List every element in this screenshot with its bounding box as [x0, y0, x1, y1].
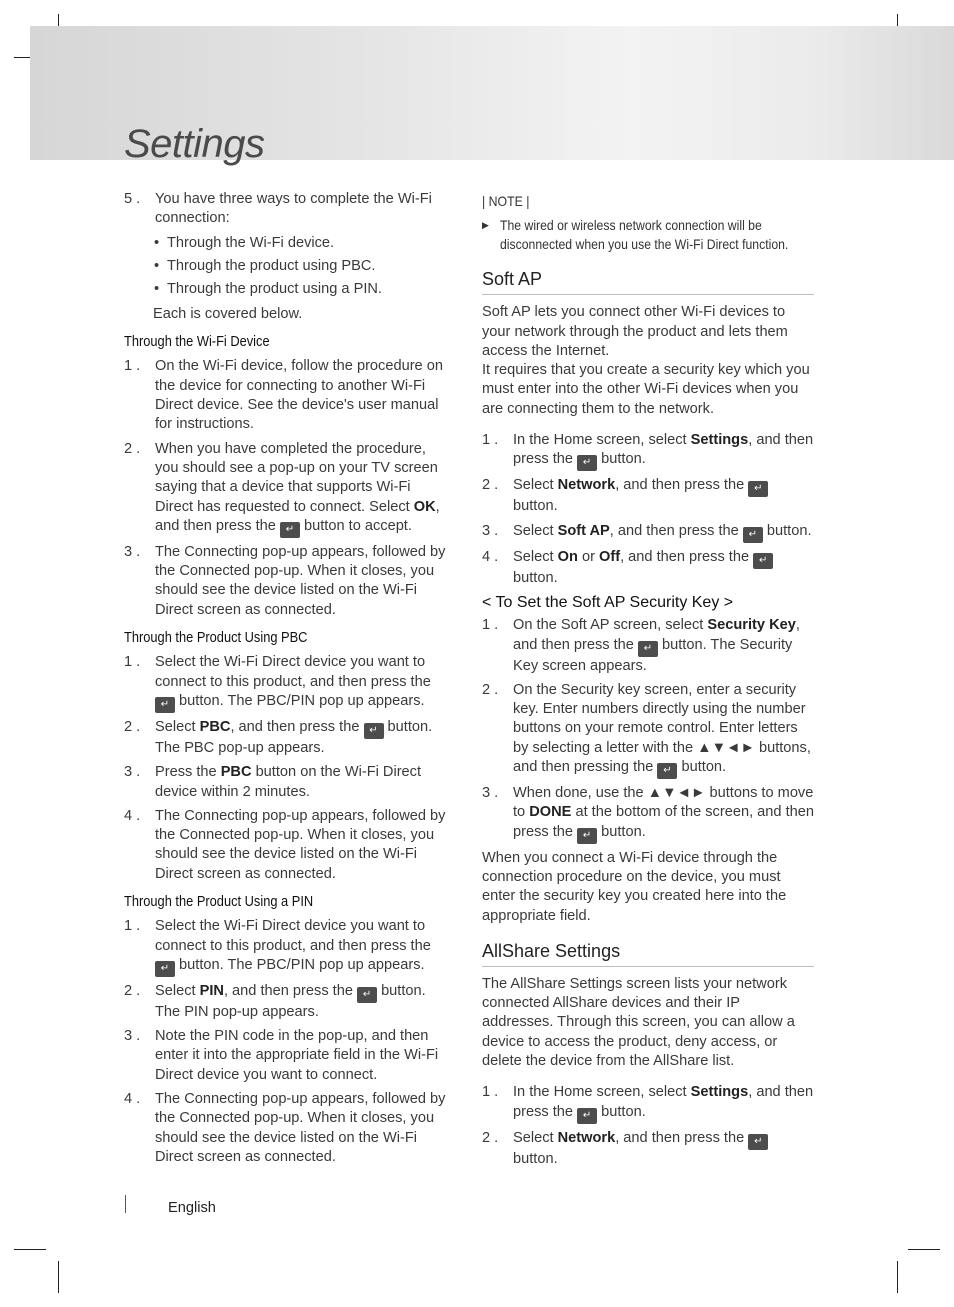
- text-run: , and then press the: [609, 522, 743, 539]
- wifi-step-3: [124, 543, 450, 620]
- text-run: When you have completed the procedure, you should see a pop-up on your TV screen saying that a device that supports Wi-Fi Direct has requested to connect. Select: [155, 440, 438, 515]
- step-text: [513, 522, 814, 543]
- step-text: [513, 681, 814, 779]
- list-item: • Through the Wi-Fi device.: [154, 234, 450, 253]
- text-run: The wired or wireless network connection will be: [500, 218, 762, 234]
- step-number: 1 .: [482, 1084, 499, 1101]
- pin-step-4: [124, 1090, 450, 1167]
- step-5: [124, 190, 450, 229]
- allshare-description: The AllShare Settings screen lists your network connected AllShare devices and their IP addresses. Through this screen, you can allow a device to access the product, deny access, or delete the device from the AllShare list.: [482, 975, 795, 1070]
- covered-note: Each is covered below.: [153, 305, 303, 322]
- enter-button-icon: ↵: [748, 1134, 768, 1150]
- text-run: button. The PBC/PIN pop up appears.: [175, 956, 425, 973]
- step-text: [513, 1083, 814, 1123]
- enter-button-icon: ↵: [280, 522, 300, 538]
- security-closing: When you connect a Wi-Fi device through the connection procedure on the device, you must enter the security key you created here into the appropriate field.: [482, 849, 787, 924]
- step-text: [513, 784, 814, 844]
- step-text: On the Wi-Fi device, follow the procedure on the device for connecting to another Wi-Fi Direct device. See the device's user manual for instructions.: [155, 358, 443, 433]
- enter-button-icon: ↵: [357, 987, 377, 1003]
- key-term: Off: [599, 548, 621, 565]
- step-text: The Connecting pop-up appears, followed by the Connected pop-up. When it closes, you should see the device listed on the Wi-Fi Direct screen as connected.: [155, 1091, 446, 1165]
- allshare-step-2: [482, 1129, 814, 1169]
- key-term: PBC: [199, 718, 231, 735]
- enter-button-icon: ↵: [364, 723, 384, 739]
- pbc-step-3: [124, 763, 450, 802]
- step-number: 4 .: [124, 807, 141, 824]
- security-step-2: [482, 681, 814, 779]
- method-list: [154, 234, 450, 299]
- text-run: When done, use the ▲▼◄► buttons to move to: [513, 785, 814, 821]
- pin-step-3: [124, 1027, 450, 1085]
- text-run: , and then press the: [615, 477, 749, 494]
- text-run: button.: [597, 451, 646, 468]
- allshare-step-1: [482, 1083, 814, 1123]
- note-item: [482, 216, 814, 254]
- step-number: 3 .: [124, 764, 141, 781]
- key-term: Network: [557, 1129, 616, 1146]
- text-run: button to accept.: [299, 517, 412, 534]
- key-term: On: [557, 548, 578, 565]
- step-number: 1 .: [124, 918, 141, 935]
- key-term: Security Key: [707, 617, 796, 634]
- enter-button-icon: ↵: [638, 641, 658, 657]
- step-text: [513, 616, 814, 676]
- step-number: 2 .: [482, 1129, 499, 1146]
- crop-mark: [14, 1249, 46, 1250]
- enter-button-icon: ↵: [155, 697, 175, 713]
- enter-button-icon: ↵: [743, 527, 763, 543]
- step-number: 5 .: [124, 191, 141, 207]
- list-item: • Through the product using a PIN.: [154, 280, 450, 299]
- list-item: • Through the product using PBC.: [154, 257, 450, 276]
- step-text: Note the PIN code in the pop-up, and then enter it into the appropriate field in the Wi-Fi Direct device you want to connect.: [155, 1028, 439, 1083]
- enter-button-icon: ↵: [753, 553, 773, 569]
- key-term: DONE: [529, 804, 572, 821]
- step-text: [155, 763, 450, 802]
- step-text: [513, 1129, 814, 1169]
- pbc-step-1: [124, 653, 450, 713]
- text-run: button. The PBC pop-up appears.: [155, 718, 433, 756]
- step-text: You have three ways to complete the Wi-Fi connection:: [155, 191, 432, 227]
- step-text: [155, 653, 450, 713]
- step-number: 2 .: [482, 681, 499, 698]
- key-term: Settings: [690, 432, 749, 449]
- step-text: [155, 440, 450, 538]
- text-run: button. The Security Key screen appears.: [513, 636, 793, 674]
- crop-mark: [897, 1261, 898, 1293]
- pbc-step-2: [124, 718, 450, 758]
- enter-button-icon: ↵: [748, 481, 768, 497]
- step-text: The Connecting pop-up appears, followed by the Connected pop-up. When it closes, you should see the device listed on the Wi-Fi Direct screen as connected.: [155, 543, 446, 618]
- step-number: 2 .: [124, 982, 141, 999]
- step-text: [513, 431, 814, 471]
- text-run: Soft AP lets you connect other Wi-Fi devices to your network through the product and lets them access the Internet.: [482, 304, 788, 359]
- step-number: 1 .: [124, 654, 141, 671]
- step-text: [155, 718, 450, 758]
- text-run: Select: [513, 522, 558, 539]
- step-number: 2 .: [124, 718, 141, 735]
- note-text: [500, 216, 788, 254]
- text-run: , and then press the: [513, 617, 800, 653]
- text-run: , and then press the: [230, 718, 364, 735]
- text-run: button on the Wi-Fi Direct device within 2 minutes.: [155, 764, 422, 800]
- step-text: [155, 982, 450, 1022]
- key-term: Soft AP: [557, 522, 610, 539]
- step-text: [155, 917, 450, 977]
- enter-button-icon: ↵: [577, 1108, 597, 1124]
- footer-language: English: [168, 1200, 216, 1216]
- text-run: Select: [513, 477, 558, 494]
- step-number: 1 .: [482, 432, 499, 449]
- heading-allshare: AllShare Settings: [482, 940, 814, 967]
- security-step-3: [482, 784, 814, 844]
- softap-step-1: [482, 431, 814, 471]
- text-run: Select the Wi-Fi Direct device you want to connect to this product, and then press the: [155, 654, 431, 690]
- text-run: Select: [155, 982, 200, 999]
- security-step-1: [482, 616, 814, 676]
- step-number: 2 .: [124, 440, 141, 457]
- text-run: On the Security key screen, enter a security key. Enter numbers directly using the number buttons on your remote control. Enter letters by selecting a letter with the ▲▼◄► buttons, and then pressing the: [513, 681, 811, 776]
- left-column: [124, 190, 450, 1172]
- text-run: button. The PIN pop-up appears.: [155, 982, 426, 1020]
- wifi-step-1: [124, 357, 450, 434]
- step-number: 4 .: [482, 548, 499, 565]
- step-text: [513, 548, 814, 588]
- text-run: button.: [513, 1150, 558, 1167]
- text-run: , and then press the: [223, 982, 358, 999]
- page-title: Settings: [124, 122, 265, 166]
- pin-step-2: [124, 982, 450, 1022]
- soft-ap-description: [482, 303, 814, 419]
- text-run: button.: [762, 522, 812, 539]
- text-run: Select: [513, 548, 558, 565]
- heading-security-key: < To Set the Soft AP Security Key >: [482, 593, 734, 611]
- text-run: On the Soft AP screen, select: [513, 617, 708, 634]
- heading-wifi-device: Through the Wi-Fi Device: [124, 334, 270, 351]
- heading-pin: Through the Product Using a PIN: [124, 893, 314, 910]
- triangle-right-icon: ▶: [482, 220, 489, 231]
- text-run: button.: [677, 759, 727, 776]
- heading-soft-ap: Soft AP: [482, 268, 814, 295]
- crop-mark: [908, 1249, 940, 1250]
- softap-step-2: [482, 476, 814, 516]
- enter-button-icon: ↵: [577, 455, 597, 471]
- step-number: 1 .: [482, 617, 499, 634]
- text-run: Press the: [155, 764, 221, 781]
- text-run: button.: [513, 569, 558, 586]
- step-number: 3 .: [482, 785, 499, 802]
- softap-step-4: [482, 548, 814, 588]
- step-number: 3 .: [482, 522, 499, 539]
- text-run: , and then press the: [155, 498, 440, 534]
- heading-pbc: Through the Product Using PBC: [124, 630, 308, 647]
- pbc-step-4: [124, 807, 450, 884]
- text-run: button.: [597, 823, 646, 840]
- text-run: or: [577, 548, 599, 565]
- footer-divider: [125, 1195, 126, 1213]
- text-run: , and then press the: [615, 1129, 749, 1146]
- step-number: 2 .: [482, 477, 499, 494]
- note-heading: | NOTE |: [482, 193, 530, 209]
- enter-button-icon: ↵: [577, 828, 597, 844]
- text-run: button.: [513, 498, 558, 515]
- text-run: at the bottom of the screen, and then press the: [513, 804, 814, 840]
- text-run: Select the Wi-Fi Direct device you want to connect to this product, and then press the: [155, 918, 431, 954]
- text-run: , and then press the: [513, 1084, 814, 1120]
- step-number: 1 .: [124, 358, 141, 375]
- text-run: In the Home screen, select: [513, 432, 691, 449]
- key-term: PBC: [220, 764, 252, 781]
- key-term: Network: [557, 477, 616, 494]
- step-text: [513, 476, 814, 516]
- crop-mark: [58, 1261, 59, 1293]
- pin-step-1: [124, 917, 450, 977]
- text-run: Select: [513, 1129, 558, 1146]
- text-run: disconnected when you use the Wi-Fi Direct function.: [500, 237, 789, 253]
- step-number: 3 .: [124, 543, 141, 560]
- text-run: , and then press the: [620, 548, 754, 565]
- text-run: button. The PBC/PIN pop up appears.: [175, 692, 425, 709]
- enter-button-icon: ↵: [657, 763, 677, 779]
- text-run: Select: [155, 718, 200, 735]
- key-term: OK: [413, 498, 436, 515]
- step-number: 3 .: [124, 1028, 141, 1045]
- step-number: 4 .: [124, 1091, 141, 1108]
- enter-button-icon: ↵: [155, 961, 175, 977]
- text-run: It requires that you create a security key which you must enter into the other Wi-Fi devices when you are connecting them to the network.: [482, 362, 810, 417]
- key-term: Settings: [690, 1084, 749, 1101]
- wifi-step-2: [124, 440, 450, 538]
- step-text: The Connecting pop-up appears, followed by the Connected pop-up. When it closes, you should see the device listed on the Wi-Fi Direct screen as connected.: [155, 807, 446, 882]
- text-run: In the Home screen, select: [513, 1084, 691, 1101]
- text-run: , and then press the: [513, 432, 814, 468]
- text-run: button.: [597, 1103, 646, 1120]
- softap-step-3: [482, 522, 814, 543]
- key-term: PIN: [199, 982, 224, 999]
- right-column: [482, 190, 814, 1174]
